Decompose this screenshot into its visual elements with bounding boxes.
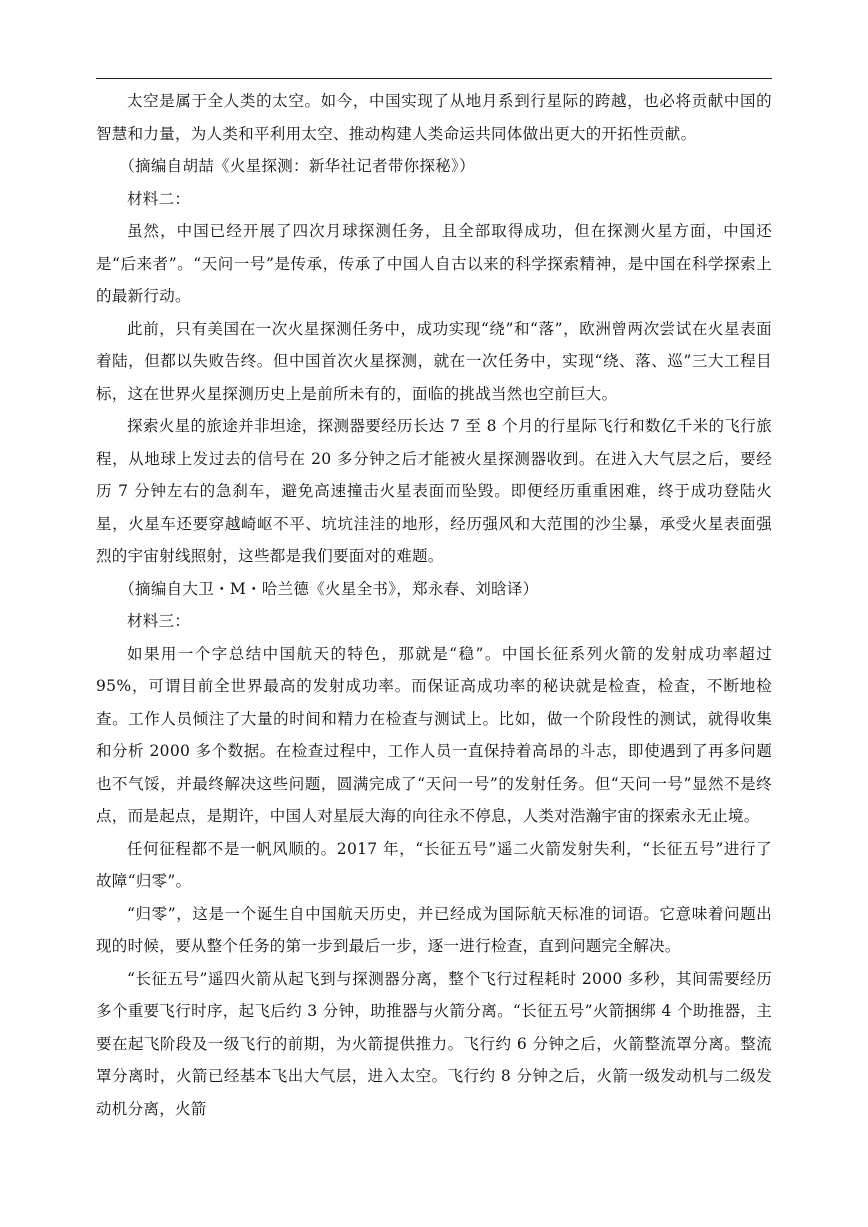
paragraph-latecomer: 虽然，中国已经开展了四次月球探测任务，且全部取得成功，但在探测火星方面，中国还是“后来者”。“天问一号”是传承，传承了中国人自古以来的科学探索精神，是中国在科学探索上的最新行动。 bbox=[96, 222, 772, 305]
paragraph-stability: 如果用一个字总结中国航天的特色，那就是“稳”。中国长征系列火箭的发射成功率超过 95%，可谓目前全世界最高的发射成功率。而保证高成功率的秘诀就是检查，检查，不断地检查。工作人员倾注了大量的时间和精力在检查与测试上。比如，做一个阶段性的测试，就得收集和分析 2000 多个数据。在检查过程中，工作人员一直保持着高昂的斗志，即使遇到了再多问题也不气馁，并最终解决这些问题，圆满完成了“天问一号”的发射任务。但“天问一号”显然不是终点，而是起点，是期许，中国人对星辰大海的向往永不停息，人类对浩瀚宇宙的探索永无止境。 bbox=[96, 644, 772, 825]
material-two-heading: 材料二： bbox=[127, 189, 191, 208]
paragraph-unprecedented: 此前，只有美国在一次火星探测任务中，成功实现“绕”和“落”，欧洲曾两次尝试在火星表面着陆，但都以失败告终。但中国首次火星探测，就在一次任务中，实现“绕、落、巡”三大工程目标，这在世界火星探测历史上是前所未有的，面临的挑战当然也空前巨大。 bbox=[96, 319, 772, 403]
material-three-heading: 材料三： bbox=[127, 612, 191, 630]
paragraph-zeroing: “归零”，这是一个诞生自中国航天历史，并已经成为国际航天标准的词语。它意味着问题出现的时候，要从整个任务的第一步到最后一步，逐一进行检查，直到问题完全解决。 bbox=[96, 904, 772, 955]
paragraph-setback: 任何征程都不是一帆风顺的。2017 年，“长征五号”遥二火箭发射失利，“长征五号”进行了故障“归零”。 bbox=[96, 839, 772, 890]
header-rule bbox=[96, 78, 772, 79]
source-citation-2: （摘编自大卫・M・哈兰德《火星全书》，郑永春、刘晗译） bbox=[119, 579, 539, 598]
paragraph-flight-sequence: “长征五号”遥四火箭从起飞到与探测器分离，整个飞行过程耗时 2000 多秒，其间需要经历多个重要飞行时序，起飞后约 3 分钟，助推器与火箭分离。“长征五号”火箭捆绑 4 个助推器，主要在起飞阶段及一级飞行的前期，为火箭提供推力。飞行约 6 分钟之后，火箭整流罩分离。整流罩分离时，火箭已经基本飞出大气层，进入太空。飞行约 8 分钟之后，火箭一级发动机与二级发动机分离，火箭 bbox=[96, 969, 772, 1118]
source-citation-1: （摘编自胡喆《火星探测：新华社记者带你探秘》） bbox=[119, 157, 475, 175]
paragraph-difficult-journey: 探索火星的旅途并非坦途，探测器要经历长达 7 至 8 个月的行星际飞行和数亿千米的飞行旅程，从地球上发过去的信号在 20 多分钟之后才能被火星探测器收到。在进入大气层之后，要经历 7 分钟左右的急刹车，避免高速撞击火星表面而坠毁。即便经历重重困难，终于成功登陆火星，火星车还要穿越崎岖不平、坑坑洼洼的地形，经历强风和大范围的沙尘暴，承受火星表面强烈的宇宙射线照射，这些都是我们要面对的难题。 bbox=[96, 417, 772, 565]
document-body bbox=[96, 85, 772, 1125]
paragraph-space-belongs-to-all: 太空是属于全人类的太空。如今，中国实现了从地月系到行星际的跨越，也必将贡献中国的智慧和力量，为人类和平利用太空、推动构建人类命运共同体做出更大的开拓性贡献。 bbox=[96, 92, 772, 143]
